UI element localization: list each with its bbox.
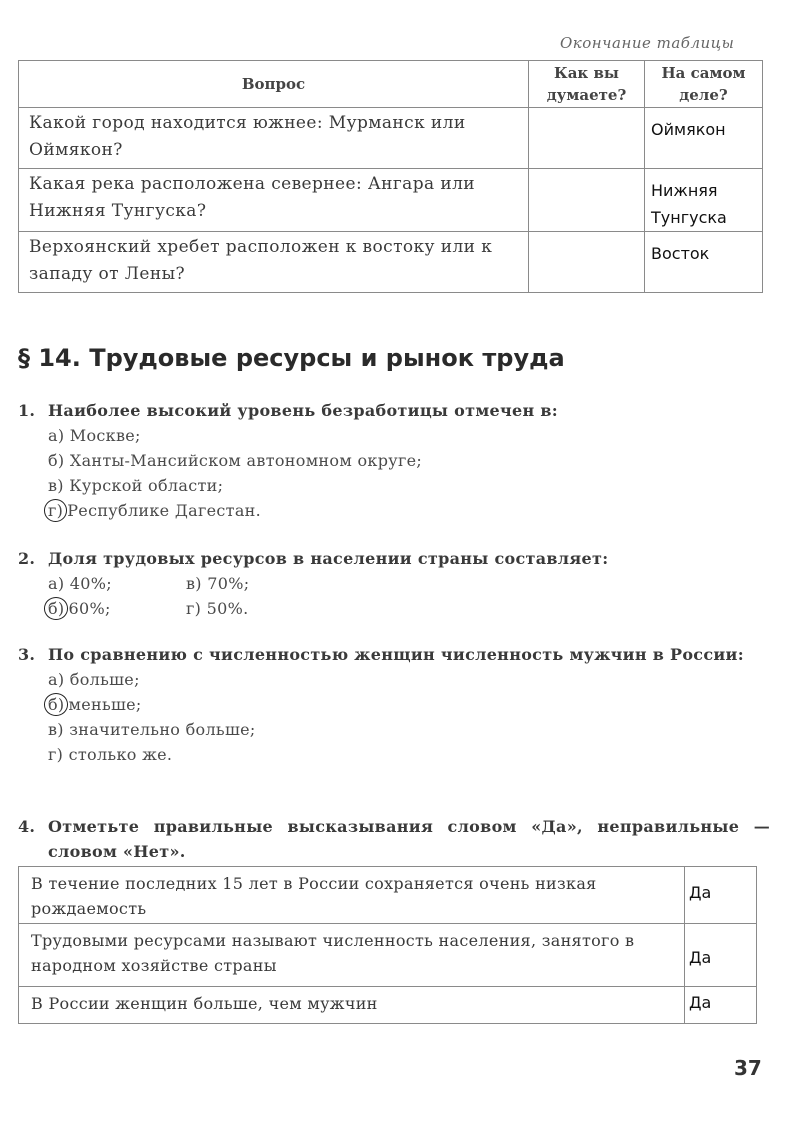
table-row: [19, 987, 757, 1024]
statement-cell: Трудовыми ресурсами называют численность населения, занятого в народном хозяйстве страны: [19, 924, 685, 987]
question-text: По сравнению с численностью женщин численность мужчин в России:: [48, 645, 744, 664]
option-d[interactable]: г) 50%.: [186, 599, 249, 618]
answer-cell[interactable]: Да: [685, 924, 757, 987]
guess-cell[interactable]: [529, 232, 645, 293]
question-2: [18, 546, 770, 621]
page-note: Окончание таблицы: [560, 34, 735, 52]
option-a[interactable]: а) больше;: [48, 670, 140, 689]
comparison-table: [18, 60, 763, 293]
answer-text: Нижняя Тунгуска: [651, 181, 727, 227]
question-cell: Какой город находится южнее: Мурманск или Оймякон?: [19, 108, 529, 169]
table-row: [19, 867, 757, 924]
question-number: 4.: [18, 817, 36, 836]
statement-cell: В течение последних 15 лет в России сохраняется очень низкая рождаемость: [19, 867, 685, 924]
option-b[interactable]: б) Ханты-Мансийском автономном округе;: [48, 451, 423, 470]
selected-circle: б): [44, 597, 68, 620]
answer-cell[interactable]: Восток: [645, 232, 763, 293]
answer-cell[interactable]: Оймякон: [645, 108, 763, 169]
option-a[interactable]: а) 40%;: [48, 574, 112, 593]
question-number: 2.: [18, 549, 36, 568]
options-list: [48, 571, 770, 621]
guess-cell[interactable]: [529, 169, 645, 232]
answer-cell[interactable]: Да: [685, 987, 757, 1024]
question-text: Отметьте правильные высказывания словом «Да», неправильные — словом «Нет».: [48, 817, 770, 861]
answer-cell[interactable]: Да: [685, 867, 757, 924]
option-d-selected[interactable]: г) Республике Дагестан.: [48, 498, 770, 523]
options-list: [48, 423, 770, 523]
question-3: [18, 642, 770, 767]
options-list: [48, 667, 770, 767]
statement-cell: В России женщин больше, чем мужчин: [19, 987, 685, 1024]
option-c[interactable]: в) 70%;: [186, 574, 250, 593]
option-b-selected[interactable]: б) меньше;: [48, 692, 770, 717]
option-d[interactable]: г) столько же.: [48, 745, 173, 764]
page-number: 37: [734, 1056, 762, 1080]
question-number: 1.: [18, 401, 36, 420]
question-cell: Верхоянский хребет расположен к востоку или к западу от Лены?: [19, 232, 529, 293]
selected-circle: б): [44, 693, 68, 716]
table-row: [19, 108, 763, 169]
column-header-question: Вопрос: [19, 61, 529, 108]
question-1: [18, 398, 770, 523]
table-row: [19, 924, 757, 987]
column-header-actual: На самом деле?: [645, 61, 763, 108]
question-text: Наиболее высокий уровень безработицы отмечен в:: [48, 401, 559, 420]
table-row: [19, 232, 763, 293]
option-c[interactable]: в) Курской области;: [48, 476, 224, 495]
answer-cell[interactable]: [645, 169, 763, 232]
question-4: [18, 814, 770, 864]
question-number: 3.: [18, 645, 36, 664]
question-text: Доля трудовых ресурсов в населении страны составляет:: [48, 549, 609, 568]
true-false-table: [18, 866, 757, 1024]
column-header-guess: Как вы думаете?: [529, 61, 645, 108]
table-header-row: [19, 61, 763, 108]
option-c[interactable]: в) значительно больше;: [48, 720, 256, 739]
section-title: § 14. Трудовые ресурсы и рынок труда: [18, 344, 565, 372]
option-b-selected[interactable]: б) 60%;: [48, 596, 186, 621]
selected-circle: г): [44, 499, 67, 522]
table-row: [19, 169, 763, 232]
question-cell: Какая река расположена севернее: Ангара или Нижняя Тунгуска?: [19, 169, 529, 232]
guess-cell[interactable]: [529, 108, 645, 169]
option-a[interactable]: а) Москве;: [48, 426, 141, 445]
